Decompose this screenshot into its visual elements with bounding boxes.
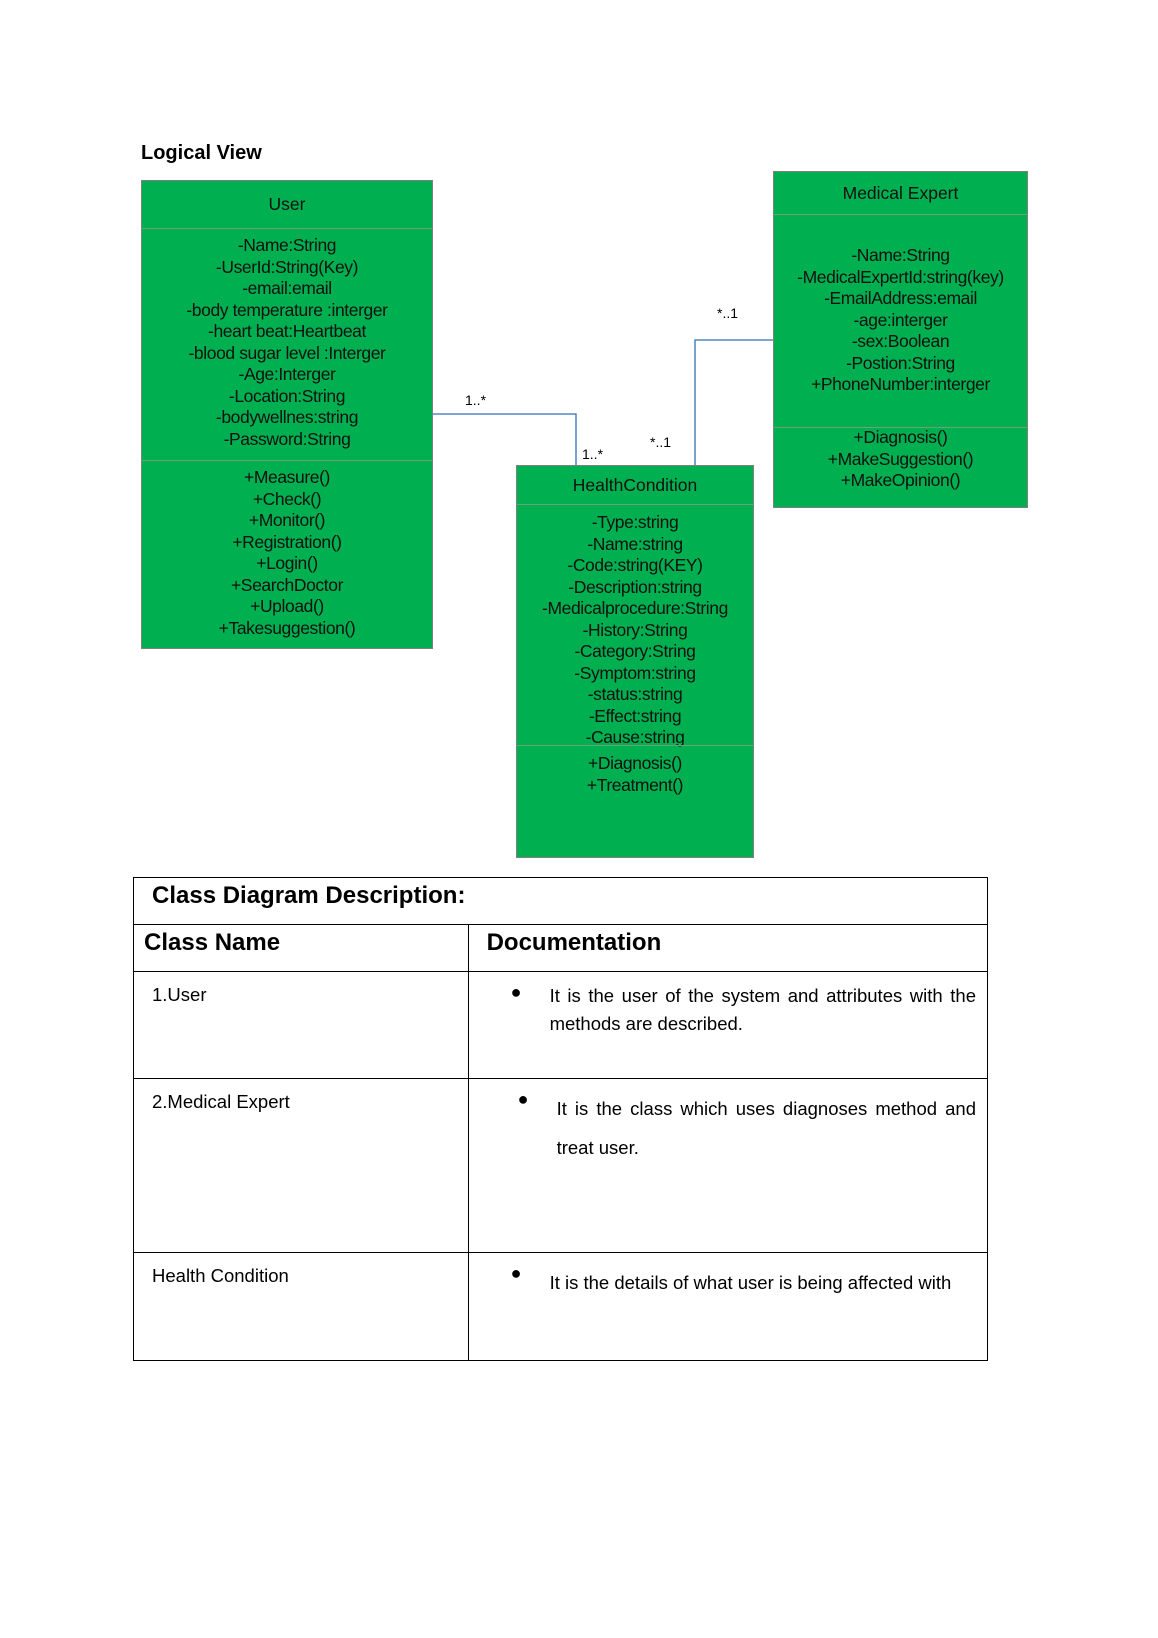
row-documentation	[468, 1079, 987, 1253]
user-operation: +Upload()	[250, 596, 324, 616]
healthcondition-expert-association	[695, 340, 773, 465]
table-row	[134, 1253, 988, 1361]
user-operation: +Registration()	[232, 531, 342, 552]
medical-expert-operations	[774, 427, 1027, 507]
row-doc-text: It is the class which uses diagnoses method and treat user.	[556, 1098, 976, 1158]
row-documentation	[468, 1253, 987, 1361]
class-description-table	[133, 877, 988, 1361]
medical-expert-attribute: -sex:Boolean	[851, 331, 950, 351]
table-row	[134, 1079, 988, 1253]
healthcondition-attribute: -Category:String	[574, 641, 696, 661]
header-class-name: Class Name	[134, 925, 469, 972]
medical-expert-operation: +MakeSuggestion()	[827, 448, 974, 469]
healthcondition-attribute: -Effect:string	[588, 705, 682, 726]
multiplicity-user-end: 1..*	[465, 392, 487, 408]
healthcondition-operation: +Treatment()	[586, 774, 684, 795]
row-documentation	[468, 972, 987, 1079]
user-operations	[142, 460, 432, 648]
user-attribute: -body temperature :interger	[186, 299, 388, 320]
healthcondition-attribute: -Type:string	[591, 512, 679, 532]
user-attribute: -heart beat:Heartbeat	[208, 321, 366, 341]
medical-expert-attribute: -Name:String	[851, 245, 950, 265]
medical-expert-attribute: -Postion:String	[846, 352, 955, 373]
user-attribute: -email:email	[242, 278, 332, 298]
user-healthcondition-association	[433, 414, 576, 465]
bullet-icon: ●	[517, 1089, 529, 1109]
user-operation: +SearchDoctor	[230, 574, 343, 595]
medical-expert-attribute: -MedicalExpertId:string(key)	[797, 266, 1004, 287]
healthcondition-attribute: -History:String	[582, 619, 688, 640]
header-documentation: Documentation	[468, 925, 987, 972]
row-class-name: 2.Medical Expert	[134, 1079, 469, 1253]
medical-expert-operation: +MakeOpinion()	[840, 470, 961, 490]
user-operation: +Check()	[252, 488, 322, 509]
table-row	[134, 972, 988, 1079]
medical-expert-attributes	[774, 214, 1027, 394]
medical-expert-attribute: -age:interger	[853, 309, 948, 330]
user-operation: +Measure()	[244, 467, 330, 487]
row-class-name: 1.User	[134, 972, 469, 1079]
user-attribute: -UserId:String(Key)	[215, 256, 359, 277]
medical-expert-class-box	[773, 171, 1028, 508]
user-operation: +Takesuggestion()	[218, 617, 356, 638]
healthcondition-attribute: -Code:string(KEY)	[567, 555, 703, 575]
user-class-name: User	[268, 194, 306, 214]
user-attribute: -Location:String	[228, 385, 346, 406]
user-class-box	[141, 180, 433, 649]
healthcondition-operations	[517, 745, 753, 857]
bullet-icon: ●	[510, 982, 522, 1002]
row-class-name: Health Condition	[134, 1253, 469, 1361]
healthcondition-attribute: -Medicalprocedure:String	[542, 598, 728, 618]
user-attribute: -blood sugar level :Interger	[188, 342, 386, 363]
healthcondition-attribute: -Cause:string	[585, 727, 685, 747]
healthcondition-attributes	[517, 504, 753, 745]
user-attribute: -Name:String	[237, 235, 337, 255]
multiplicity-expert-end: *..1	[717, 305, 739, 321]
user-attribute: -Age:Interger	[238, 364, 336, 384]
bullet-icon: ●	[510, 1263, 522, 1283]
medical-expert-operation: +Diagnosis()	[853, 427, 948, 447]
healthcondition-attribute: -Symptom:string	[574, 662, 696, 683]
medical-expert-class-name: Medical Expert	[842, 183, 959, 203]
table-caption: Class Diagram Description:	[134, 878, 988, 925]
row-doc-text: It is the details of what user is being affected with	[549, 1272, 952, 1293]
medical-expert-attribute: -EmailAddress:email	[824, 288, 977, 308]
healthcondition-class-box	[516, 465, 754, 858]
user-operation: +Monitor()	[248, 510, 326, 530]
multiplicity-hc-user-end: 1..*	[582, 446, 604, 462]
medical-expert-attribute: +PhoneNumber:interger	[811, 374, 990, 394]
healthcondition-attribute: -status:string	[587, 684, 683, 704]
user-attribute: -bodywellnes:string	[215, 407, 359, 427]
healthcondition-attribute: -Description:string	[568, 576, 702, 597]
row-doc-text: It is the user of the system and attributes with the methods are described.	[549, 985, 976, 1034]
user-attribute: -Password:String	[223, 428, 351, 449]
section-heading: Logical View	[141, 142, 262, 164]
healthcondition-class-name: HealthCondition	[572, 475, 698, 495]
healthcondition-attribute: -Name:string	[587, 533, 683, 554]
healthcondition-operation: +Diagnosis()	[588, 753, 682, 773]
user-operation: +Login()	[256, 553, 318, 573]
user-attributes	[142, 228, 432, 460]
multiplicity-hc-expert-end: *..1	[650, 434, 672, 450]
